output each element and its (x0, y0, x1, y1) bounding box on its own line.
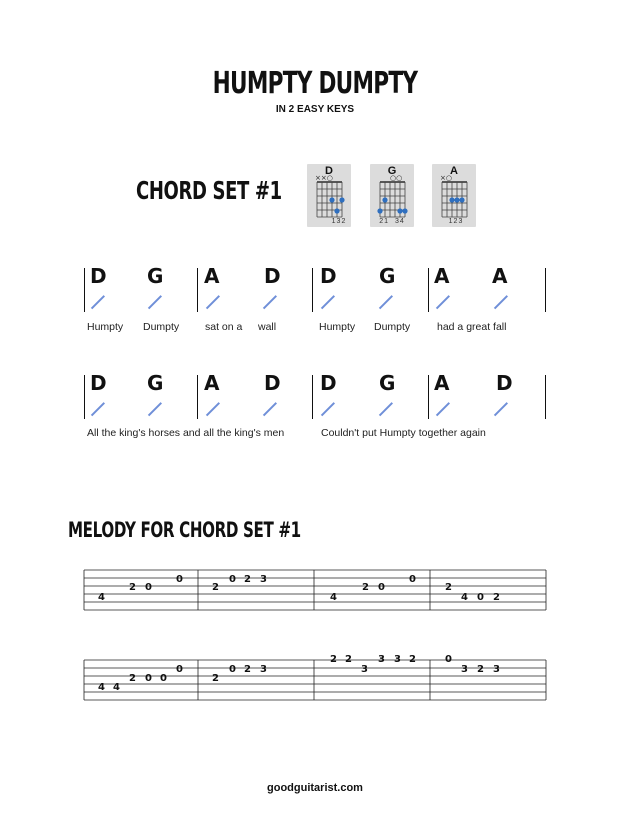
lyric: Humpty (319, 321, 356, 333)
tab-note: 3 (260, 664, 267, 675)
chord-diagram-name: D (325, 165, 333, 177)
lyric: had a great fall (437, 321, 507, 333)
chord-symbol: G (379, 264, 396, 288)
tab-note: 0 (445, 654, 452, 665)
tab-note: 0 (229, 574, 236, 585)
chord-symbol: A (204, 371, 220, 395)
tab-note: 2 (212, 673, 219, 684)
tab-note: 3 (378, 654, 385, 665)
chord-diagram-name: G (387, 165, 397, 177)
tab-note: 2 (244, 664, 251, 675)
lyric: Humpty (87, 321, 124, 333)
lyric: wall (258, 321, 277, 333)
tab-note: 2 (409, 654, 416, 665)
chord-symbol: G (147, 264, 164, 288)
lyric: All the king's horses and all the king's men (87, 427, 285, 439)
tab-note: 4 (330, 592, 337, 603)
tab-note: 2 (129, 582, 136, 593)
tab-note: 2 (477, 664, 484, 675)
chord-symbol: A (434, 264, 450, 288)
tab-note: 0 (176, 664, 183, 675)
lyric: Dumpty (143, 321, 180, 333)
chord-symbol: A (204, 264, 220, 288)
lyric: Couldn't put Humpty together again (321, 427, 486, 439)
chord-symbol: D (320, 264, 337, 288)
tab-note: 4 (461, 592, 468, 603)
tab-note: 2 (330, 654, 337, 665)
chord-symbol: D (264, 264, 281, 288)
lyric: sat on a (205, 321, 243, 333)
chord-symbol: D (90, 371, 107, 395)
tab-note: 0 (409, 574, 416, 585)
chord-set-title: CHORD SET #1 (136, 176, 282, 205)
tab-note: 0 (145, 673, 152, 684)
melody-title: MELODY FOR CHORD SET #1 (68, 518, 301, 542)
footer-website-link[interactable]: goodguitarist.com (267, 782, 363, 794)
tab-note: 2 (244, 574, 251, 585)
tab-note: 0 (477, 592, 484, 603)
chord-symbol: D (496, 371, 513, 395)
tab-note: 4 (98, 592, 105, 603)
chord-symbol: D (320, 371, 337, 395)
tab-note: 2 (129, 673, 136, 684)
chord-symbol: G (379, 371, 396, 395)
tab-note: 3 (461, 664, 468, 675)
tab-note: 4 (98, 682, 105, 693)
tab-note: 0 (229, 664, 236, 675)
tab-note: 0 (160, 673, 167, 684)
muted-open-markers: ××○ (315, 174, 333, 182)
tab-note: 4 (113, 682, 120, 693)
tab-note: 0 (378, 582, 385, 593)
chord-symbol: D (264, 371, 281, 395)
muted-open-markers: ×○ (440, 174, 452, 182)
tab-note: 2 (212, 582, 219, 593)
tab-note: 0 (176, 574, 183, 585)
tab-note: 3 (394, 654, 401, 665)
tab-note: 3 (260, 574, 267, 585)
tab-note: 3 (361, 664, 368, 675)
fingering-label: 123 (448, 218, 464, 225)
tab-note: 2 (493, 592, 500, 603)
tab-note: 2 (345, 654, 352, 665)
chord-symbol: A (434, 371, 450, 395)
song-title: HUMPTY DUMPTY (212, 66, 418, 101)
tab-note: 2 (362, 582, 369, 593)
chord-symbol: D (90, 264, 107, 288)
tab-note: 3 (493, 664, 500, 675)
tab-note: 0 (145, 582, 152, 593)
chord-symbol: G (147, 371, 164, 395)
tab-note: 2 (445, 582, 452, 593)
muted-open-markers: ○○ (390, 174, 403, 182)
chord-diagram-name: A (450, 165, 458, 177)
fingering-label: 21 34 (379, 218, 405, 225)
chord-symbol: A (492, 264, 508, 288)
fingering-label: 132 (331, 218, 347, 225)
lyric: Dumpty (374, 321, 411, 333)
song-subtitle: IN 2 EASY KEYS (275, 104, 355, 115)
